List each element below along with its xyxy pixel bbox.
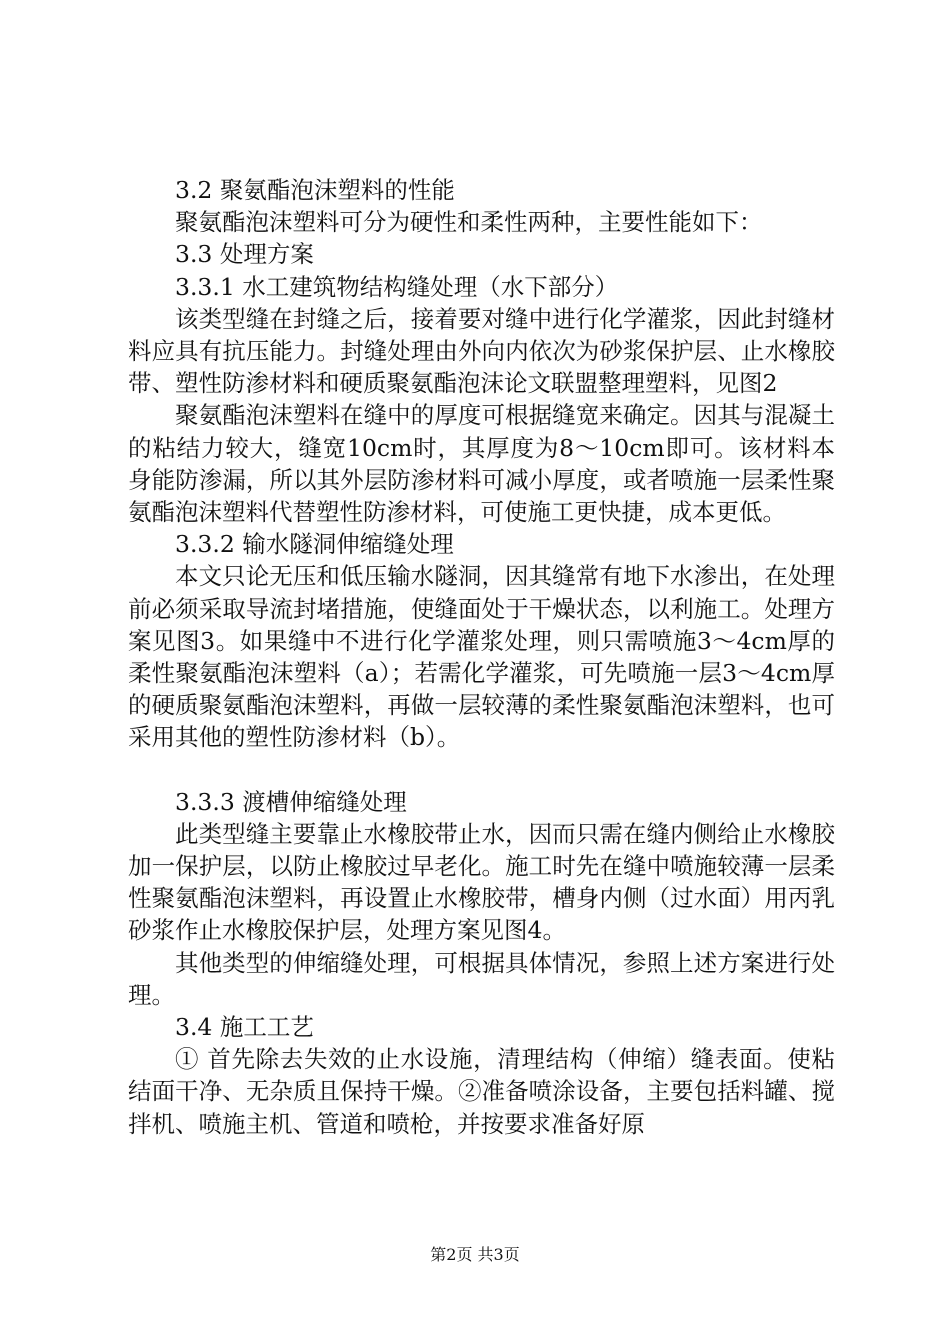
paragraph-3-3-1-a: 该类型缝在封缝之后，接着要对缝中进行化学灌浆，因此封缝材料应具有抗压能力。封缝处理由外向内依次为砂浆保护层、止水橡胶带、塑性防渗材料和硬质聚氨酯泡沫论文联盟整理塑料，见图2 xyxy=(128,304,835,398)
document-body xyxy=(128,174,835,1140)
section-heading-3-3: 3.3 处理方案 xyxy=(175,240,314,269)
section-heading-3-2: 3.2 聚氨酯泡沫塑料的性能 xyxy=(175,176,455,204)
section-heading-3-3-3: 3.3.3 渡槽伸缩缝处理 xyxy=(175,787,407,816)
page-footer: 第2页 共3页 xyxy=(430,1245,520,1264)
paragraph-3-3-2: 本文只论无压和低压输水隧洞，因其缝常有地下水渗出，在处理前必须采取导流封堵措施，使缝面处于干燥状态，以利施工。处理方案见图3。如果缝中不进行化学灌浆处理，则只需喷施3～4cm厚的柔性聚氨酯泡沫塑料（a）；若需化学灌浆，可先喷施一层3～4cm厚的硬质聚氨酯泡沫塑料，再做一层较薄的柔性聚氨酯泡沫塑料，也可采用其他的塑性防渗材料（b）。 xyxy=(128,562,835,752)
section-heading-3-4: 3.4 施工工艺 xyxy=(175,1013,314,1042)
paragraph-3-2-intro: 聚氨酯泡沫塑料可分为硬性和柔性两种，主要性能如下： xyxy=(175,208,763,237)
blank-line xyxy=(128,754,835,786)
paragraph-3-3-3-b: 其他类型的伸缩缝处理，可根据具体情况，参照上述方案进行处理。 xyxy=(128,948,835,1009)
section-heading-3-3-1: 3.3.1 水工建筑物结构缝处理（水下部分） xyxy=(175,272,619,301)
paragraph-3-3-3-a: 此类型缝主要靠止水橡胶带止水，因而只需在缝内侧给止水橡胶加一保护层，以防止橡胶过早老化。施工时先在缝中喷施较薄一层柔性聚氨酯泡沫塑料，再设置止水橡胶带，槽身内侧（过水面）用丙乳砂浆作止水橡胶保护层，处理方案见图4。 xyxy=(128,819,835,945)
paragraph-3-4: ① 首先除去失效的止水设施，清理结构（伸缩）缝表面。使粘结面干净、无杂质且保持干燥。②准备喷涂设备，主要包括料罐、搅拌机、喷施主机、管道和喷枪，并按要求准备好原 xyxy=(128,1045,835,1138)
paragraph-3-3-1-b: 聚氨酯泡沫塑料在缝中的厚度可根据缝宽来确定。因其与混凝土的粘结力较大，缝宽10cm时，其厚度为8～10cm即可。该材料本身能防渗漏，所以其外层防渗材料可减小厚度，或者喷施一层柔性聚氨酯泡沫塑料代替塑性防渗材料，可使施工更快捷，成本更低。 xyxy=(128,401,835,527)
section-heading-3-3-2: 3.3.2 输水隧洞伸缩缝处理 xyxy=(175,530,454,559)
